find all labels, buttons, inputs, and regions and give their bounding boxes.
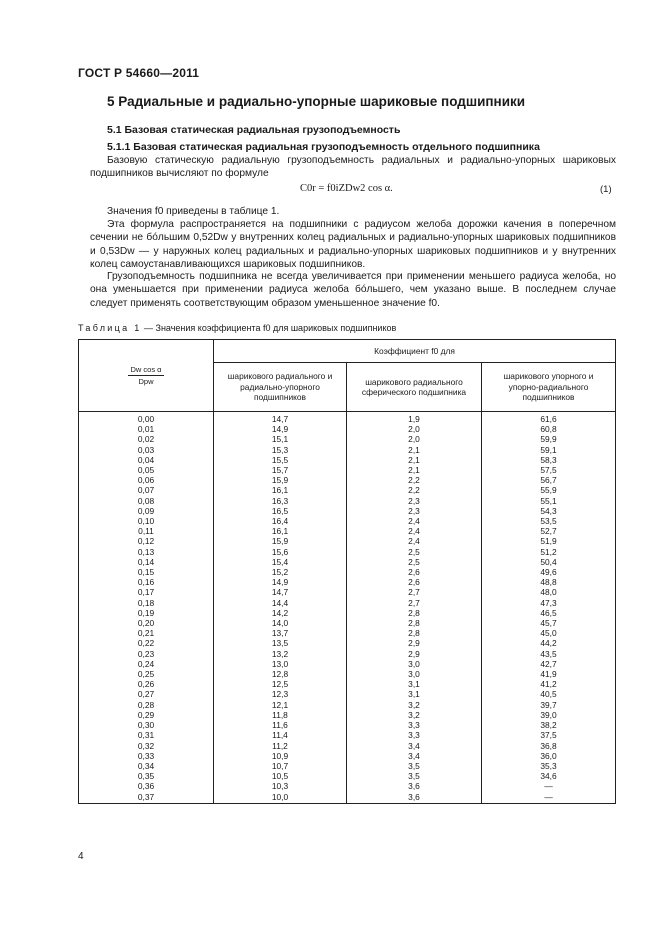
spherical-coef-cell: 2,6: [347, 577, 482, 587]
table-row: [79, 526, 616, 536]
table-row: [79, 465, 616, 475]
radial-coef-cell: 12,3: [214, 689, 347, 699]
ratio-cell: 0,33: [79, 751, 214, 761]
ratio-cell: 0,25: [79, 669, 214, 679]
header-col-thrust: шарикового упорного и упорно-радиального подшипников: [482, 363, 616, 412]
spherical-coef-cell: 3,0: [347, 659, 482, 669]
table-row: [79, 628, 616, 638]
thrust-coef-cell: 46,5: [482, 608, 616, 618]
thrust-coef-cell: 41,9: [482, 669, 616, 679]
thrust-coef-cell: 50,4: [482, 557, 616, 567]
table-row: [79, 741, 616, 751]
formula: C0r = f0iZDw2 cos α.: [300, 183, 393, 194]
radial-coef-cell: 15,6: [214, 547, 347, 557]
thrust-coef-cell: 52,7: [482, 526, 616, 536]
table-row: [79, 485, 616, 495]
radial-coef-cell: 16,1: [214, 526, 347, 536]
ratio-cell: 0,09: [79, 506, 214, 516]
ratio-cell: 0,07: [79, 485, 214, 495]
ratio-cell: 0,23: [79, 649, 214, 659]
table-row: [79, 659, 616, 669]
radial-coef-cell: 14,0: [214, 618, 347, 628]
spherical-coef-cell: 2,1: [347, 455, 482, 465]
spherical-coef-cell: 2,0: [347, 434, 482, 444]
spherical-coef-cell: 3,1: [347, 689, 482, 699]
table-row: [79, 506, 616, 516]
paragraph-intro-text: Базовую статическую радиальную грузоподъемность радиальных и радиально-упорных шариковых подшипников вычисляют по формуле: [90, 155, 616, 180]
thrust-coef-cell: —: [482, 781, 616, 791]
spherical-coef-cell: 2,2: [347, 475, 482, 485]
coefficient-table: [78, 339, 616, 804]
radial-coef-cell: 12,8: [214, 669, 347, 679]
page-number: 4: [78, 851, 84, 862]
radial-coef-cell: 15,7: [214, 465, 347, 475]
header-col-spherical: шарикового радиального сферического подшипника: [347, 363, 482, 412]
table-row: [79, 781, 616, 791]
table-row: [79, 608, 616, 618]
table-row: [79, 496, 616, 506]
table-row: [79, 679, 616, 689]
ratio-cell: 0,11: [79, 526, 214, 536]
radial-coef-cell: 14,2: [214, 608, 347, 618]
thrust-coef-cell: 59,9: [482, 434, 616, 444]
spherical-coef-cell: 2,1: [347, 465, 482, 475]
table-row: [79, 567, 616, 577]
radial-coef-cell: 13,7: [214, 628, 347, 638]
table-row: [79, 638, 616, 648]
ratio-cell: 0,17: [79, 587, 214, 597]
ratio-cell: 0,14: [79, 557, 214, 567]
radial-coef-cell: 14,7: [214, 412, 347, 425]
spherical-coef-cell: 2,8: [347, 618, 482, 628]
radial-coef-cell: 13,5: [214, 638, 347, 648]
table-row: [79, 598, 616, 608]
spherical-coef-cell: 2,9: [347, 638, 482, 648]
table-row: [79, 700, 616, 710]
radial-coef-cell: 15,9: [214, 475, 347, 485]
thrust-coef-cell: 55,1: [482, 496, 616, 506]
thrust-coef-cell: 51,2: [482, 547, 616, 557]
thrust-coef-cell: 54,3: [482, 506, 616, 516]
thrust-coef-cell: 39,7: [482, 700, 616, 710]
thrust-coef-cell: 53,5: [482, 516, 616, 526]
ratio-cell: 0,12: [79, 536, 214, 546]
table-row: [79, 455, 616, 465]
thrust-coef-cell: 57,5: [482, 465, 616, 475]
ratio-cell: 0,02: [79, 434, 214, 444]
radial-coef-cell: 15,5: [214, 455, 347, 465]
radial-coef-cell: 12,1: [214, 700, 347, 710]
table-row: [79, 771, 616, 781]
spherical-coef-cell: 2,4: [347, 526, 482, 536]
table-row: [79, 792, 616, 804]
ratio-numerator: Dw cos α: [130, 364, 162, 374]
spherical-coef-cell: 2,9: [347, 649, 482, 659]
table-row: [79, 412, 616, 425]
paragraph-scope-text: Эта формула распространяется на подшипники с радиусом желоба дорожки качения в поперечном сечении не бóльшим 0,52Dw у внутренних колец радиальных и радиально-упорных шариковых подшипников и 0,53Dw — у наружных колец радиальных и радиально-упорных шариковых подшипников и у внутренних колец самоустанавливающихся шариковых подшипников.: [90, 219, 616, 271]
table-row: [79, 761, 616, 771]
table-row: [79, 751, 616, 761]
radial-coef-cell: 14,9: [214, 424, 347, 434]
ratio-cell: 0,27: [79, 689, 214, 699]
spherical-coef-cell: 3,4: [347, 751, 482, 761]
thrust-coef-cell: 44,2: [482, 638, 616, 648]
spherical-coef-cell: 3,6: [347, 781, 482, 791]
radial-coef-cell: 15,1: [214, 434, 347, 444]
radial-coef-cell: 15,9: [214, 536, 347, 546]
ratio-cell: 0,20: [79, 618, 214, 628]
radial-coef-cell: 11,2: [214, 741, 347, 751]
spherical-coef-cell: 2,0: [347, 424, 482, 434]
ratio-cell: 0,31: [79, 730, 214, 740]
ratio-cell: 0,30: [79, 720, 214, 730]
table-row: [79, 587, 616, 597]
radial-coef-cell: 10,7: [214, 761, 347, 771]
paragraph-capacity: [90, 270, 616, 310]
radial-coef-cell: 13,0: [214, 659, 347, 669]
table-row: [79, 557, 616, 567]
spherical-coef-cell: 2,6: [347, 567, 482, 577]
table-caption-label: Таблица 1: [78, 323, 142, 333]
spherical-coef-cell: 2,2: [347, 485, 482, 495]
thrust-coef-cell: 34,6: [482, 771, 616, 781]
spherical-coef-cell: 3,6: [347, 792, 482, 804]
ratio-cell: 0,29: [79, 710, 214, 720]
radial-coef-cell: 10,3: [214, 781, 347, 791]
ratio-cell: 0,05: [79, 465, 214, 475]
ratio-fraction: [128, 365, 163, 386]
thrust-coef-cell: 36,0: [482, 751, 616, 761]
spherical-coef-cell: 2,3: [347, 496, 482, 506]
spherical-coef-cell: 2,8: [347, 608, 482, 618]
paragraph-intro: [90, 154, 616, 181]
header-ratio-cell: [79, 340, 214, 412]
radial-coef-cell: 13,2: [214, 649, 347, 659]
ratio-cell: 0,32: [79, 741, 214, 751]
thrust-coef-cell: 38,2: [482, 720, 616, 730]
thrust-coef-cell: 55,9: [482, 485, 616, 495]
table-row: [79, 577, 616, 587]
radial-coef-cell: 10,5: [214, 771, 347, 781]
document-code: ГОСТ Р 54660—2011: [78, 66, 200, 80]
thrust-coef-cell: 47,3: [482, 598, 616, 608]
ratio-cell: 0,19: [79, 608, 214, 618]
table-row: [79, 475, 616, 485]
radial-coef-cell: 12,5: [214, 679, 347, 689]
ratio-cell: 0,00: [79, 412, 214, 425]
ratio-cell: 0,24: [79, 659, 214, 669]
ratio-cell: 0,26: [79, 679, 214, 689]
ratio-cell: 0,10: [79, 516, 214, 526]
radial-coef-cell: 16,5: [214, 506, 347, 516]
section-title: 5 Радиальные и радиально-упорные шариковые подшипники: [107, 94, 526, 109]
radial-coef-cell: 16,3: [214, 496, 347, 506]
radial-coef-cell: 11,4: [214, 730, 347, 740]
ratio-cell: 0,35: [79, 771, 214, 781]
subsubsection-title: 5.1.1 Базовая статическая радиальная грузоподъемность отдельного подшипника: [107, 141, 540, 153]
ratio-cell: 0,37: [79, 792, 214, 804]
spherical-coef-cell: 2,5: [347, 557, 482, 567]
spherical-coef-cell: 2,1: [347, 445, 482, 455]
spherical-coef-cell: 3,1: [347, 679, 482, 689]
thrust-coef-cell: 60,8: [482, 424, 616, 434]
spherical-coef-cell: 3,4: [347, 741, 482, 751]
ratio-cell: 0,13: [79, 547, 214, 557]
radial-coef-cell: 14,4: [214, 598, 347, 608]
radial-coef-cell: 14,7: [214, 587, 347, 597]
table-row: [79, 649, 616, 659]
radial-coef-cell: 10,9: [214, 751, 347, 761]
thrust-coef-cell: 51,9: [482, 536, 616, 546]
thrust-coef-cell: 41,2: [482, 679, 616, 689]
ratio-cell: 0,15: [79, 567, 214, 577]
paragraph-scope: [90, 218, 616, 272]
subsection-title: 5.1 Базовая статическая радиальная грузоподъемность: [107, 124, 401, 136]
ratio-cell: 0,18: [79, 598, 214, 608]
ratio-cell: 0,06: [79, 475, 214, 485]
thrust-coef-cell: 58,3: [482, 455, 616, 465]
paragraph-values-ref-text: Значения f0 приведены в таблице 1.: [107, 206, 280, 217]
thrust-coef-cell: 43,5: [482, 649, 616, 659]
table-row: [79, 618, 616, 628]
spherical-coef-cell: 3,0: [347, 669, 482, 679]
spherical-coef-cell: 1,9: [347, 412, 482, 425]
radial-coef-cell: 11,8: [214, 710, 347, 720]
spherical-coef-cell: 2,7: [347, 598, 482, 608]
ratio-cell: 0,04: [79, 455, 214, 465]
formula-number: (1): [600, 184, 612, 195]
table-row: [79, 434, 616, 444]
table-caption-text: — Значения коэффициента f0 для шариковых подшипников: [144, 323, 397, 333]
ratio-cell: 0,16: [79, 577, 214, 587]
spherical-coef-cell: 2,3: [347, 506, 482, 516]
thrust-coef-cell: 56,7: [482, 475, 616, 485]
ratio-cell: 0,01: [79, 424, 214, 434]
ratio-cell: 0,36: [79, 781, 214, 791]
thrust-coef-cell: 45,7: [482, 618, 616, 628]
thrust-coef-cell: 36,8: [482, 741, 616, 751]
thrust-coef-cell: 48,8: [482, 577, 616, 587]
table-caption: [78, 323, 396, 333]
thrust-coef-cell: 35,3: [482, 761, 616, 771]
table-row: [79, 669, 616, 679]
spherical-coef-cell: 3,3: [347, 720, 482, 730]
spherical-coef-cell: 3,3: [347, 730, 482, 740]
spherical-coef-cell: 2,7: [347, 587, 482, 597]
header-group: Коэффициент f0 для: [214, 340, 616, 363]
thrust-coef-cell: 39,0: [482, 710, 616, 720]
table-body: [79, 412, 616, 804]
ratio-cell: 0,08: [79, 496, 214, 506]
thrust-coef-cell: 37,5: [482, 730, 616, 740]
radial-coef-cell: 14,9: [214, 577, 347, 587]
spherical-coef-cell: 3,5: [347, 771, 482, 781]
ratio-cell: 0,21: [79, 628, 214, 638]
paragraph-capacity-text: Грузоподъемность подшипника не всегда увеличивается при применении меньшего радиуса желоба, но она уменьшается при применении радиуса желоба бóльшего, чем указано выше. В последнем случае следует применять соответствующим образом уменьшенное значение f0.: [90, 271, 616, 309]
radial-coef-cell: 16,1: [214, 485, 347, 495]
ratio-denominator: Dpw: [138, 376, 154, 386]
ratio-cell: 0,34: [79, 761, 214, 771]
radial-coef-cell: 15,3: [214, 445, 347, 455]
table-row: [79, 730, 616, 740]
spherical-coef-cell: 2,5: [347, 547, 482, 557]
ratio-cell: 0,22: [79, 638, 214, 648]
spherical-coef-cell: 3,2: [347, 700, 482, 710]
table-row: [79, 424, 616, 434]
thrust-coef-cell: 59,1: [482, 445, 616, 455]
ratio-cell: 0,03: [79, 445, 214, 455]
spherical-coef-cell: 2,8: [347, 628, 482, 638]
thrust-coef-cell: 45,0: [482, 628, 616, 638]
spherical-coef-cell: 3,5: [347, 761, 482, 771]
thrust-coef-cell: 48,0: [482, 587, 616, 597]
table-row: [79, 516, 616, 526]
paragraph-values-ref: [90, 205, 616, 218]
thrust-coef-cell: —: [482, 792, 616, 804]
table-row: [79, 720, 616, 730]
thrust-coef-cell: 40,5: [482, 689, 616, 699]
thrust-coef-cell: 49,6: [482, 567, 616, 577]
ratio-cell: 0,28: [79, 700, 214, 710]
radial-coef-cell: 10,0: [214, 792, 347, 804]
table-row: [79, 547, 616, 557]
spherical-coef-cell: 2,4: [347, 516, 482, 526]
header-col-radial: шарикового радиального и радиально-упорного подшипников: [214, 363, 347, 412]
table-row: [79, 710, 616, 720]
radial-coef-cell: 15,4: [214, 557, 347, 567]
radial-coef-cell: 16,4: [214, 516, 347, 526]
radial-coef-cell: 15,2: [214, 567, 347, 577]
thrust-coef-cell: 61,6: [482, 412, 616, 425]
spherical-coef-cell: 3,2: [347, 710, 482, 720]
table-row: [79, 445, 616, 455]
radial-coef-cell: 11,6: [214, 720, 347, 730]
table-row: [79, 689, 616, 699]
thrust-coef-cell: 42,7: [482, 659, 616, 669]
table-row: [79, 536, 616, 546]
spherical-coef-cell: 2,4: [347, 536, 482, 546]
